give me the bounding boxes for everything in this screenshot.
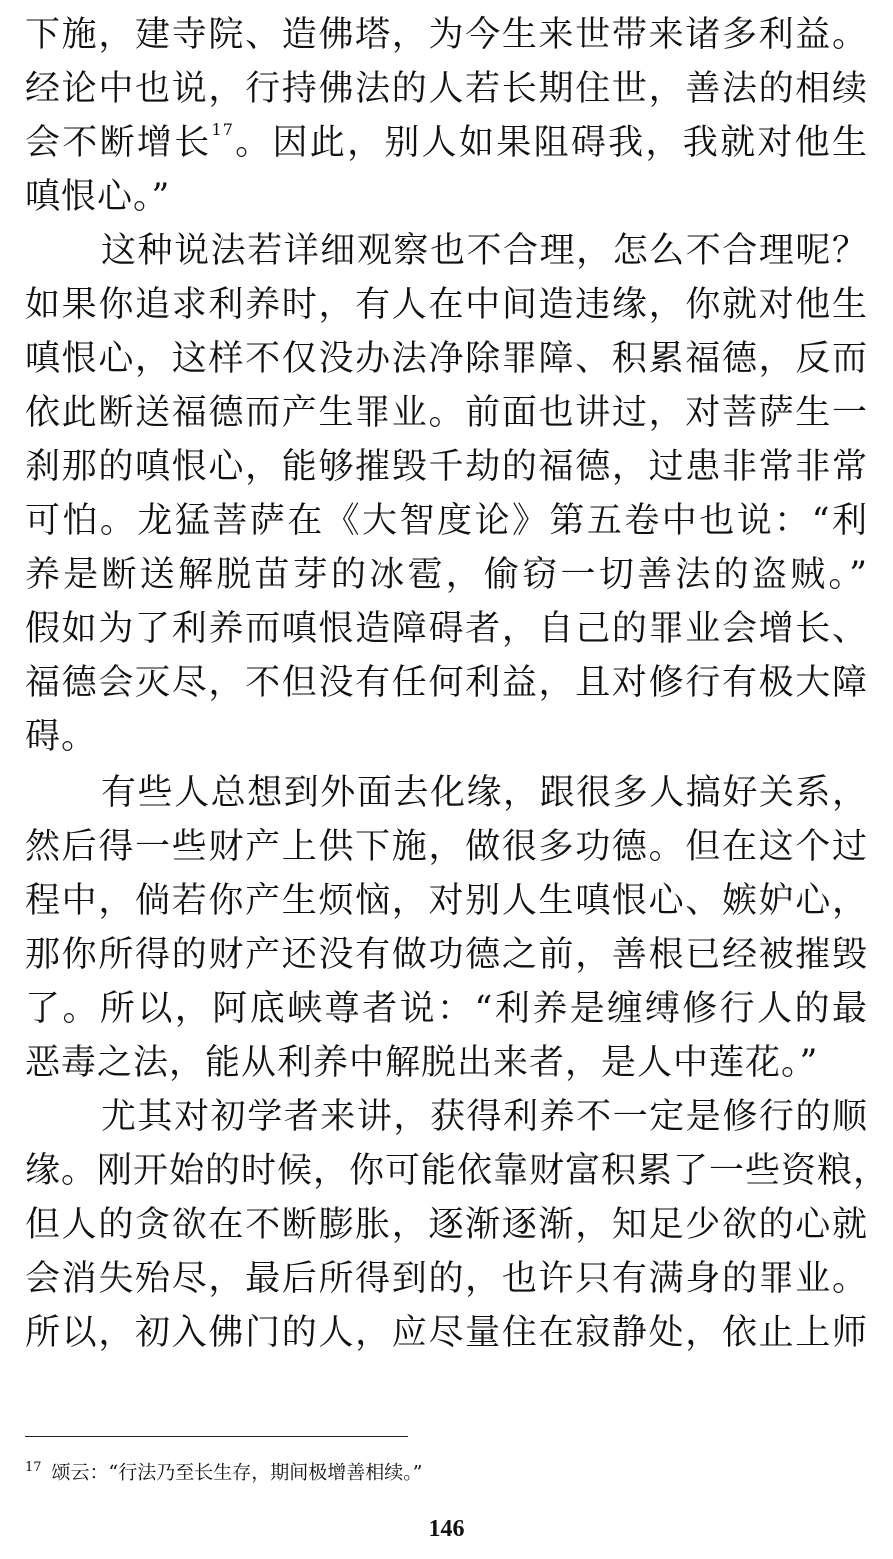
text-line: 如果你追求利养时，有人在中间造违缘，你就对他生 [25, 285, 868, 325]
text-line: 然后得一些财产上供下施，做很多功德。但在这个过 [25, 827, 868, 867]
text-line: 会消失殆尽，最后所得到的，也许只有满身的罪业。 [25, 1259, 868, 1299]
page-number: 146 [428, 1516, 465, 1542]
footnote-number: 17 [25, 1460, 42, 1475]
text-line: 但人的贪欲在不断膨胀，逐渐逐渐，知足少欲的心就 [25, 1205, 868, 1245]
text-line [25, 116, 868, 170]
text-line: 嗔恨心，这样不仅没办法净除罪障、积累福德，反而 [25, 339, 868, 379]
text-segment: 。因此，别人如果阻碍我，我就对他生 [233, 123, 868, 163]
text-line: 养是断送解脱苗芽的冰雹，偷窃一切善法的盗贼。” [25, 555, 868, 595]
text-segment: 会不断增长 [25, 123, 212, 163]
text-line: 缘。刚开始的时候，你可能依靠财富积累了一些资粮， [25, 1151, 890, 1191]
text-line: 福德会灭尽，不但没有任何利益，且对修行有极大障 [25, 663, 868, 703]
text-line: 刹那的嗔恨心，能够摧毁千劫的福德，过患非常非常 [25, 447, 868, 487]
text-line: 假如为了利养而嗔恨造障碍者，自己的罪业会增长、 [25, 609, 868, 649]
paragraph-first-line: 有些人总想到外面去化缘，跟很多人搞好关系， [101, 773, 868, 813]
footnote-divider [25, 1436, 408, 1437]
footnote [25, 1456, 422, 1484]
text-line: 下施，建寺院、造佛塔，为今生来世带来诸多利益。 [25, 15, 868, 55]
text-line: 碍。 [25, 717, 98, 757]
footnote-reference[interactable]: 17 [211, 120, 234, 139]
text-line: 恶毒之法，能从利养中解脱出来者，是人中莲花。” [25, 1043, 819, 1083]
footnote-text: 颂云：“行法乃至长生存，期间极增善相续。” [51, 1461, 423, 1484]
text-line: 所以，初入佛门的人，应尽量住在寂静处，依止上师 [25, 1313, 868, 1353]
text-line: 了。所以，阿底峡尊者说：“利养是缠缚修行人的最 [25, 989, 868, 1029]
text-line: 经论中也说，行持佛法的人若长期住世，善法的相续 [25, 69, 868, 109]
paragraph-first-line: 尤其对初学者来讲，获得利养不一定是修行的顺 [101, 1097, 868, 1137]
text-line: 可怕。龙猛菩萨在《大智度论》第五卷中也说：“利 [25, 501, 868, 541]
text-line: 嗔恨心。” [25, 177, 171, 217]
paragraph-first-line: 这种说法若详细观察也不合理，怎么不合理呢？ [101, 231, 868, 271]
text-line: 程中，倘若你产生烦恼，对别人生嗔恨心、嫉妒心， [25, 881, 868, 921]
text-line: 那你所得的财产还没有做功德之前，善根已经被摧毁 [25, 935, 868, 975]
text-line: 依此断送福德而产生罪业。前面也讲过，对菩萨生一 [25, 393, 868, 433]
